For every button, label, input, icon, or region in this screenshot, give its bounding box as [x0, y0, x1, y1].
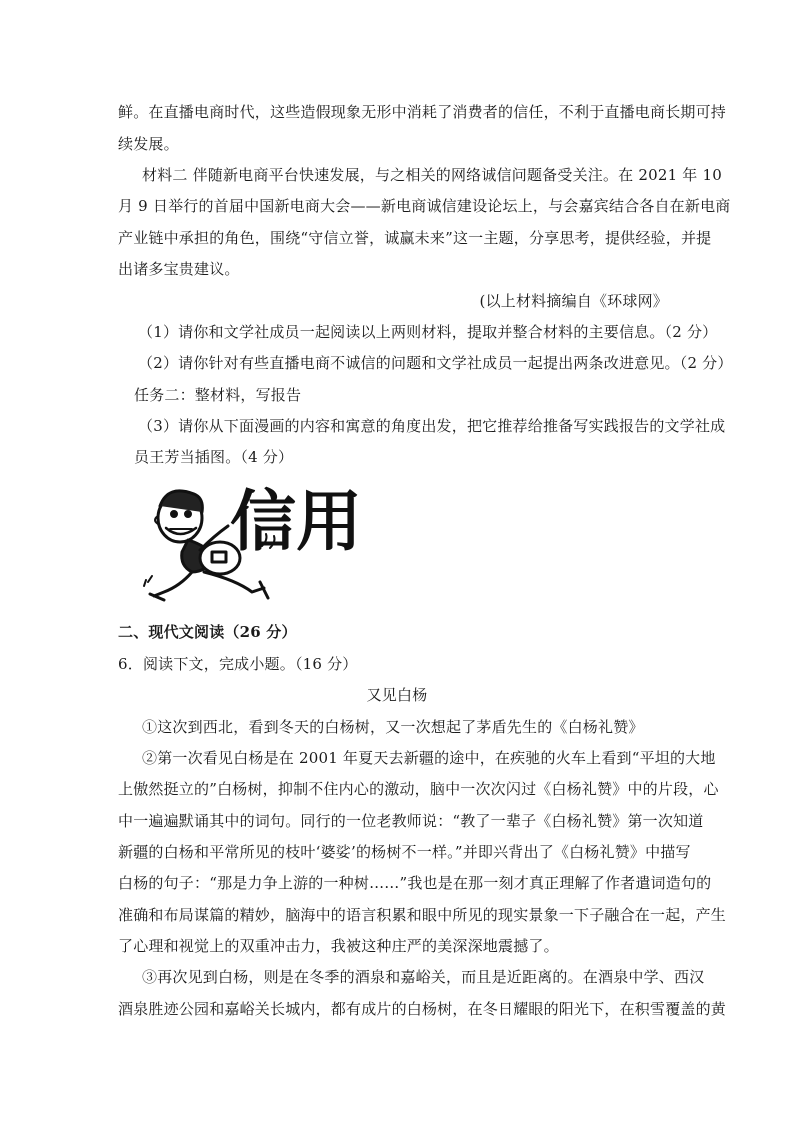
source-citation: (以上材料摘编自《环球网》 — [479, 292, 668, 310]
text-line: 准确和布局谋篇的精妙，脑海中的语言积累和眼中所见的现实景象一下子融合在一起，产生 — [118, 906, 727, 924]
text-line: 白杨的句子：“那是力争上游的一种树……”我也是在那一刻才真正理解了作者遣词造句的 — [118, 874, 712, 892]
essay-title: 又见白杨 — [366, 686, 428, 704]
text-line: 中一遍遍默诵其中的词句。同行的一位老教师说：“教了一辈子《白杨礼赞》第一次知道 — [118, 812, 704, 830]
text-line: 新疆的白杨和平常所见的枝叶‘婆娑’的杨树不一样。”并即兴背出了《白杨礼赞》中描写 — [118, 843, 691, 861]
question-1: （1）请你和文学社成员一起阅读以上两则材料，提取并整合材料的主要信息。（2 分） — [138, 323, 718, 341]
text-line: 续发展。 — [118, 135, 179, 153]
section-heading: 二、现代文阅读（26 分） — [118, 623, 297, 641]
text-line: 产业链中承担的角色，围绕“守信立誉，诚赢未来”这一主题，分享思考，提供经验，并提 — [118, 229, 712, 247]
task-heading: 任务二：整材料，写报告 — [134, 386, 302, 404]
text-line: 上傲然挺立的”白杨树，抑制不住内心的激动，脑中一次次闪过《白杨礼赞》中的片段，心 — [118, 780, 719, 798]
paragraph-1: ①这次到西北，看到冬天的白杨树，又一次想起了茅盾先生的《白杨礼赞》 — [142, 718, 644, 736]
text-line: 鲜。在直播电商时代，这些造假现象无形中消耗了消费者的信任，不利于直播电商长期可持 — [118, 103, 727, 121]
question-6: 6．阅读下文，完成小题。（16 分） — [118, 655, 358, 673]
paragraph-2: ②第一次看见白杨是在 2001 年夏天去新疆的途中，在疾驰的火车上看到“平坦的大地 — [142, 749, 716, 767]
cartoon-illustration — [140, 476, 362, 610]
text-line: 月 9 日举行的首届中国新电商大会——新电商诚信建设论坛上，与会嘉宾结合各自在新电商 — [118, 197, 731, 215]
text-line: 材料二 伴随新电商平台快速发展，与之相关的网络诚信问题备受关注。在 2021 年 10 — [142, 166, 722, 184]
question-2: （2）请你针对有些直播电商不诚信的问题和文学社成员一起提出两条改进意见。（2 分） — [138, 354, 733, 372]
text-line: 员王芳当插图。（4 分） — [134, 448, 294, 466]
question-3: （3）请你从下面漫画的内容和寓意的角度出发，把它推荐给推备写实践报告的文学社成 — [138, 417, 726, 435]
text-line: 了心理和视觉上的双重冲击力，我被这种庄严的美深深地震撼了。 — [118, 937, 559, 955]
cartoon-caption: 信用 — [230, 483, 362, 560]
text-line: 出诸多宝贵建议。 — [118, 260, 240, 278]
text-line: 酒泉胜迹公园和嘉峪关长城内，都有成片的白杨树，在冬日耀眼的阳光下，在积雪覆盖的黄 — [118, 1000, 727, 1018]
paragraph-3: ③再次见到白杨，则是在冬季的酒泉和嘉峪关，而且是近距离的。在酒泉中学、西汉 — [142, 968, 705, 986]
